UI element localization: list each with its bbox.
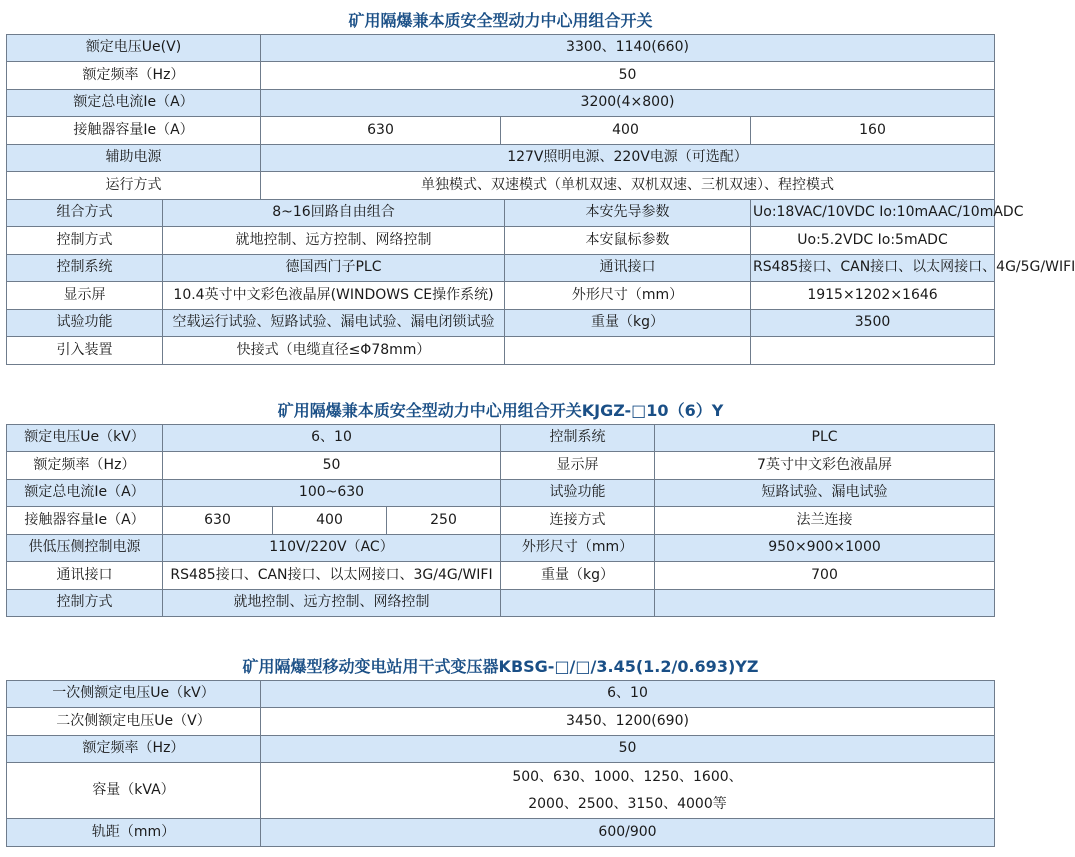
row-value: 快接式（电缆直径≤Φ78mm） xyxy=(163,337,505,365)
row-value: 127V照明电源、220V电源（可选配） xyxy=(261,144,995,172)
row-value: 3200(4×800) xyxy=(261,89,995,117)
row-value: 空载运行试验、短路试验、漏电试验、漏电闭锁试验 xyxy=(163,309,505,337)
row-value: 就地控制、远方控制、网络控制 xyxy=(163,589,501,617)
row-value: 160 xyxy=(751,117,995,145)
row-label: 运行方式 xyxy=(7,172,261,200)
row-label: 额定频率（Hz） xyxy=(7,452,163,480)
row-value xyxy=(655,589,995,617)
row-value: 50 xyxy=(261,735,995,763)
table-title: 矿用隔爆兼本质安全型动力中心用组合开关 xyxy=(7,8,995,34)
row-value: 110V/220V（AC） xyxy=(163,534,501,562)
table-title: 矿用隔爆兼本质安全型动力中心用组合开关KJGZ-□10（6）Y xyxy=(7,398,995,424)
row-label: 控制系统 xyxy=(7,254,163,282)
row-label: 接触器容量Ie（A） xyxy=(7,117,261,145)
row-value: 就地控制、远方控制、网络控制 xyxy=(163,227,505,255)
row-label xyxy=(501,589,655,617)
row-value: 700 xyxy=(655,562,995,590)
row-value: 1915×1202×1646 xyxy=(751,282,995,310)
row-label: 通讯接口 xyxy=(7,562,163,590)
row-value: 6、10 xyxy=(261,680,995,708)
row-label: 容量（kVA） xyxy=(7,763,261,819)
row-label: 本安先导参数 xyxy=(505,199,751,227)
row-value: PLC xyxy=(655,424,995,452)
row-label: 外形尺寸（mm） xyxy=(505,282,751,310)
row-label: 试验功能 xyxy=(501,479,655,507)
row-label: 组合方式 xyxy=(7,199,163,227)
row-value: 10.4英寸中文彩色液晶屏(WINDOWS CE操作系统) xyxy=(163,282,505,310)
row-label: 引入装置 xyxy=(7,337,163,365)
row-label: 二次侧额定电压Ue（V） xyxy=(7,708,261,736)
row-label: 控制方式 xyxy=(7,227,163,255)
row-label: 显示屏 xyxy=(7,282,163,310)
row-value: 50 xyxy=(261,62,995,90)
row-label: 通讯接口 xyxy=(505,254,751,282)
row-label: 重量（kg） xyxy=(505,309,751,337)
row-label: 额定电压Ue(V) xyxy=(7,34,261,62)
row-value: Uo:18VAC/10VDC Io:10mAAC/10mADC xyxy=(751,199,995,227)
row-value xyxy=(751,337,995,365)
row-label: 轨距（mm） xyxy=(7,819,261,847)
row-value: 50 xyxy=(163,452,501,480)
row-value: 3300、1140(660) xyxy=(261,34,995,62)
row-value: 950×900×1000 xyxy=(655,534,995,562)
row-label: 连接方式 xyxy=(501,507,655,535)
row-label xyxy=(505,337,751,365)
row-label: 额定总电流Ie（A） xyxy=(7,89,261,117)
row-label: 试验功能 xyxy=(7,309,163,337)
row-label: 额定频率（Hz） xyxy=(7,735,261,763)
row-value: 630 xyxy=(261,117,501,145)
table-title: 矿用隔爆型移动变电站用干式变压器KBSG-□/□/3.45(1.2/0.693)YZ xyxy=(7,654,995,680)
spec-table-dry-transformer xyxy=(6,654,995,847)
row-value: 6、10 xyxy=(163,424,501,452)
row-value: 600/900 xyxy=(261,819,995,847)
row-value: 400 xyxy=(273,507,387,535)
spec-table-kjgz-switch xyxy=(6,398,995,617)
spec-table-power-center-switch xyxy=(6,8,1075,365)
row-label: 额定电压Ue（kV） xyxy=(7,424,163,452)
row-label: 辅助电源 xyxy=(7,144,261,172)
row-value: 德国西门子PLC xyxy=(163,254,505,282)
row-label: 显示屏 xyxy=(501,452,655,480)
row-value: RS485接口、CAN接口、以太网接口、3G/4G/WIFI xyxy=(163,562,501,590)
capacity-line-1: 500、630、1000、1250、1600、 xyxy=(512,768,743,785)
row-label: 额定总电流Ie（A） xyxy=(7,479,163,507)
row-value: 100~630 xyxy=(163,479,501,507)
capacity-values xyxy=(261,763,995,819)
row-value: 法兰连接 xyxy=(655,507,995,535)
row-label: 控制系统 xyxy=(501,424,655,452)
row-value: 250 xyxy=(387,507,501,535)
row-value: 7英寸中文彩色液晶屏 xyxy=(655,452,995,480)
row-label: 本安鼠标参数 xyxy=(505,227,751,255)
row-label: 接触器容量Ie（A） xyxy=(7,507,163,535)
row-label: 一次侧额定电压Ue（kV） xyxy=(7,680,261,708)
row-value: 400 xyxy=(501,117,751,145)
row-label: 供低压侧控制电源 xyxy=(7,534,163,562)
row-value: Uo:5.2VDC Io:5mADC xyxy=(751,227,995,255)
row-label: 外形尺寸（mm） xyxy=(501,534,655,562)
row-label: 控制方式 xyxy=(7,589,163,617)
row-label: 重量（kg） xyxy=(501,562,655,590)
row-value: 单独模式、双速模式（单机双速、双机双速、三机双速）、程控模式 xyxy=(261,172,995,200)
row-label: 额定频率（Hz） xyxy=(7,62,261,90)
capacity-line-2: 2000、2500、3150、4000等 xyxy=(528,795,727,812)
row-value: 3450、1200(690) xyxy=(261,708,995,736)
row-value: 3500 xyxy=(751,309,995,337)
row-value: 短路试验、漏电试验 xyxy=(655,479,995,507)
row-value: RS485接口、CAN接口、以太网接口、4G/5G/WIFI xyxy=(751,254,995,282)
row-value: 8~16回路自由组合 xyxy=(163,199,505,227)
row-value: 630 xyxy=(163,507,273,535)
